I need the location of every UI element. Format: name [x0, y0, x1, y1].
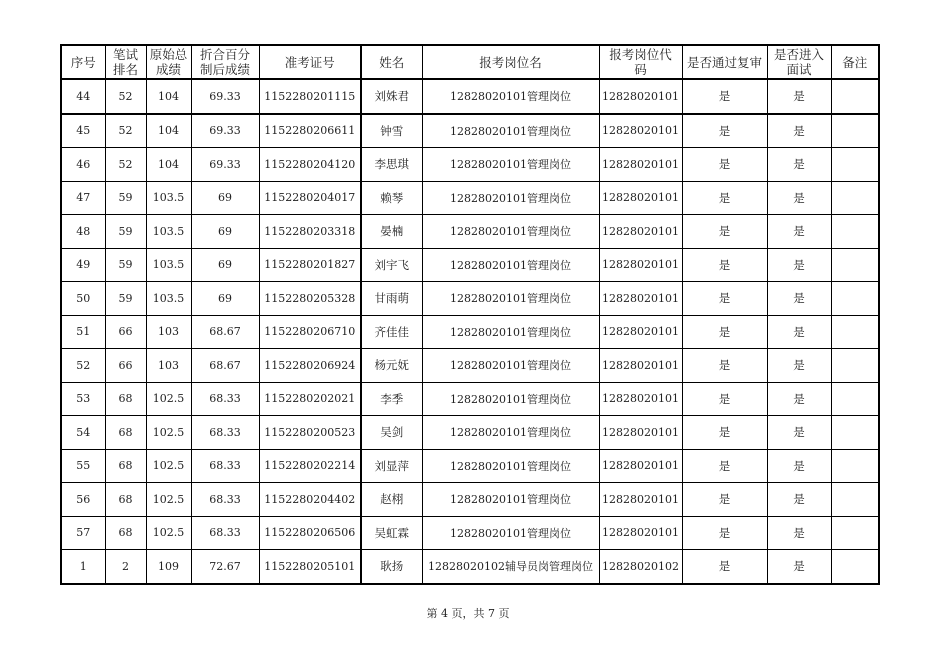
- cell-raw-score: 102.5: [146, 416, 191, 450]
- cell-interview: 是: [767, 516, 831, 550]
- cell-position-name: 12828020101管理岗位: [422, 181, 599, 215]
- cell-converted-score: 72.67: [191, 550, 259, 584]
- cell-converted-score: 69: [191, 215, 259, 249]
- cell-interview: 是: [767, 449, 831, 483]
- cell-exam-rank: 68: [105, 449, 146, 483]
- table-row: [61, 79, 879, 114]
- cell-exam-rank: 52: [105, 148, 146, 182]
- cell-interview: 是: [767, 79, 831, 114]
- cell-name: 杨元妩: [361, 349, 422, 383]
- cell-position-code: 12828020102: [599, 550, 682, 584]
- cell-exam-rank: 52: [105, 79, 146, 114]
- cell-seq: 57: [61, 516, 105, 550]
- cell-name: 齐佳佳: [361, 315, 422, 349]
- cell-review-passed: 是: [682, 449, 767, 483]
- cell-raw-score: 102.5: [146, 382, 191, 416]
- cell-position-name: 12828020101管理岗位: [422, 248, 599, 282]
- cell-review-passed: 是: [682, 215, 767, 249]
- cell-interview: 是: [767, 215, 831, 249]
- cell-ticket-number: 1152280201115: [259, 79, 361, 114]
- cell-seq: 51: [61, 315, 105, 349]
- cell-exam-rank: 68: [105, 516, 146, 550]
- cell-interview: 是: [767, 114, 831, 148]
- cell-interview: 是: [767, 483, 831, 517]
- cell-review-passed: 是: [682, 282, 767, 316]
- cell-ticket-number: 1152280201827: [259, 248, 361, 282]
- cell-interview: 是: [767, 416, 831, 450]
- cell-converted-score: 69.33: [191, 114, 259, 148]
- cell-name: 李思琪: [361, 148, 422, 182]
- cell-raw-score: 102.5: [146, 516, 191, 550]
- cell-seq: 44: [61, 79, 105, 114]
- cell-ticket-number: 1152280206924: [259, 349, 361, 383]
- cell-ticket-number: 1152280206611: [259, 114, 361, 148]
- cell-name: 刘姝君: [361, 79, 422, 114]
- cell-review-passed: 是: [682, 79, 767, 114]
- header-seq: 序号: [61, 45, 105, 79]
- header-interview: 是否进入 面试: [767, 45, 831, 79]
- table-row: [61, 449, 879, 483]
- cell-name: 甘雨萌: [361, 282, 422, 316]
- cell-converted-score: 68.33: [191, 382, 259, 416]
- cell-seq: 55: [61, 449, 105, 483]
- cell-raw-score: 103.5: [146, 248, 191, 282]
- cell-raw-score: 104: [146, 114, 191, 148]
- cell-position-code: 12828020101: [599, 449, 682, 483]
- cell-exam-rank: 59: [105, 215, 146, 249]
- cell-position-name: 12828020101管理岗位: [422, 416, 599, 450]
- cell-remarks: [831, 382, 879, 416]
- cell-position-code: 12828020101: [599, 516, 682, 550]
- cell-position-code: 12828020101: [599, 215, 682, 249]
- cell-ticket-number: 1152280206506: [259, 516, 361, 550]
- cell-position-name: 12828020101管理岗位: [422, 148, 599, 182]
- header-raw-score: 原始总 成绩: [146, 45, 191, 79]
- cell-position-code: 12828020101: [599, 181, 682, 215]
- cell-remarks: [831, 148, 879, 182]
- table-row: [61, 114, 879, 148]
- cell-raw-score: 103.5: [146, 282, 191, 316]
- table-header-row: [61, 45, 879, 79]
- cell-position-name: 12828020101管理岗位: [422, 349, 599, 383]
- cell-exam-rank: 59: [105, 181, 146, 215]
- cell-ticket-number: 1152280202214: [259, 449, 361, 483]
- header-remarks: 备注: [831, 45, 879, 79]
- table-row: [61, 382, 879, 416]
- cell-interview: 是: [767, 248, 831, 282]
- cell-name: 李季: [361, 382, 422, 416]
- cell-ticket-number: 1152280202021: [259, 382, 361, 416]
- table-row: [61, 416, 879, 450]
- header-name: 姓名: [361, 45, 422, 79]
- cell-review-passed: 是: [682, 148, 767, 182]
- page-number: 第 4 页，共 7 页: [426, 607, 510, 620]
- cell-review-passed: 是: [682, 181, 767, 215]
- cell-converted-score: 68.33: [191, 516, 259, 550]
- cell-position-code: 12828020101: [599, 248, 682, 282]
- cell-exam-rank: 68: [105, 483, 146, 517]
- cell-raw-score: 102.5: [146, 449, 191, 483]
- cell-review-passed: 是: [682, 114, 767, 148]
- cell-review-passed: 是: [682, 349, 767, 383]
- candidate-table: [60, 44, 880, 585]
- cell-exam-rank: 52: [105, 114, 146, 148]
- cell-name: 钟雪: [361, 114, 422, 148]
- cell-converted-score: 69: [191, 181, 259, 215]
- cell-remarks: [831, 550, 879, 584]
- cell-raw-score: 103.5: [146, 181, 191, 215]
- cell-interview: 是: [767, 181, 831, 215]
- cell-seq: 56: [61, 483, 105, 517]
- cell-ticket-number: 1152280203318: [259, 215, 361, 249]
- cell-seq: 48: [61, 215, 105, 249]
- cell-review-passed: 是: [682, 416, 767, 450]
- table-row: [61, 349, 879, 383]
- cell-exam-rank: 66: [105, 315, 146, 349]
- cell-interview: 是: [767, 382, 831, 416]
- cell-position-code: 12828020101: [599, 148, 682, 182]
- cell-raw-score: 103: [146, 315, 191, 349]
- table-row: [61, 282, 879, 316]
- cell-converted-score: 69.33: [191, 148, 259, 182]
- header-review-passed: 是否通过复审: [682, 45, 767, 79]
- cell-position-code: 12828020101: [599, 483, 682, 517]
- cell-converted-score: 68.33: [191, 483, 259, 517]
- cell-position-code: 12828020101: [599, 79, 682, 114]
- cell-remarks: [831, 483, 879, 517]
- cell-position-name: 12828020101管理岗位: [422, 215, 599, 249]
- table-row: [61, 215, 879, 249]
- cell-position-name: 12828020101管理岗位: [422, 449, 599, 483]
- cell-remarks: [831, 215, 879, 249]
- cell-name: 吴剑: [361, 416, 422, 450]
- cell-interview: 是: [767, 349, 831, 383]
- cell-name: 吴虹霖: [361, 516, 422, 550]
- cell-name: 耿扬: [361, 550, 422, 584]
- cell-position-code: 12828020101: [599, 282, 682, 316]
- cell-review-passed: 是: [682, 248, 767, 282]
- header-position-code: 报考岗位代 码: [599, 45, 682, 79]
- cell-interview: 是: [767, 148, 831, 182]
- header-position-name: 报考岗位名: [422, 45, 599, 79]
- cell-position-code: 12828020101: [599, 416, 682, 450]
- cell-converted-score: 68.67: [191, 315, 259, 349]
- cell-seq: 45: [61, 114, 105, 148]
- cell-remarks: [831, 516, 879, 550]
- header-converted-score: 折合百分 制后成绩: [191, 45, 259, 79]
- cell-review-passed: 是: [682, 550, 767, 584]
- cell-seq: 53: [61, 382, 105, 416]
- cell-seq: 46: [61, 148, 105, 182]
- cell-ticket-number: 1152280206710: [259, 315, 361, 349]
- cell-exam-rank: 59: [105, 248, 146, 282]
- table-row: [61, 516, 879, 550]
- table-row: [61, 483, 879, 517]
- cell-seq: 1: [61, 550, 105, 584]
- cell-seq: 54: [61, 416, 105, 450]
- cell-position-name: 12828020101管理岗位: [422, 382, 599, 416]
- header-ticket-number: 准考证号: [259, 45, 361, 79]
- cell-remarks: [831, 349, 879, 383]
- cell-exam-rank: 59: [105, 282, 146, 316]
- cell-position-code: 12828020101: [599, 315, 682, 349]
- cell-seq: 49: [61, 248, 105, 282]
- cell-converted-score: 68.33: [191, 449, 259, 483]
- cell-name: 赵栩: [361, 483, 422, 517]
- cell-name: 刘宇飞: [361, 248, 422, 282]
- cell-review-passed: 是: [682, 516, 767, 550]
- cell-raw-score: 109: [146, 550, 191, 584]
- header-exam-rank: 笔试 排名: [105, 45, 146, 79]
- cell-position-code: 12828020101: [599, 382, 682, 416]
- cell-seq: 52: [61, 349, 105, 383]
- cell-remarks: [831, 248, 879, 282]
- cell-review-passed: 是: [682, 382, 767, 416]
- table-row: [61, 148, 879, 182]
- cell-remarks: [831, 181, 879, 215]
- cell-position-name: 12828020101管理岗位: [422, 483, 599, 517]
- cell-seq: 47: [61, 181, 105, 215]
- cell-converted-score: 69: [191, 248, 259, 282]
- cell-name: 晏楠: [361, 215, 422, 249]
- cell-position-code: 12828020101: [599, 349, 682, 383]
- cell-position-name: 12828020101管理岗位: [422, 282, 599, 316]
- cell-review-passed: 是: [682, 483, 767, 517]
- cell-ticket-number: 1152280204120: [259, 148, 361, 182]
- table-row: [61, 181, 879, 215]
- cell-raw-score: 102.5: [146, 483, 191, 517]
- cell-ticket-number: 1152280200523: [259, 416, 361, 450]
- cell-position-name: 12828020102辅导员岗管理岗位: [422, 550, 599, 584]
- cell-raw-score: 104: [146, 148, 191, 182]
- cell-converted-score: 68.33: [191, 416, 259, 450]
- table-row: [61, 248, 879, 282]
- cell-raw-score: 103: [146, 349, 191, 383]
- cell-ticket-number: 1152280205328: [259, 282, 361, 316]
- cell-exam-rank: 68: [105, 382, 146, 416]
- cell-remarks: [831, 449, 879, 483]
- cell-position-name: 12828020101管理岗位: [422, 516, 599, 550]
- cell-review-passed: 是: [682, 315, 767, 349]
- cell-remarks: [831, 114, 879, 148]
- cell-position-name: 12828020101管理岗位: [422, 114, 599, 148]
- table-row: [61, 315, 879, 349]
- cell-interview: 是: [767, 550, 831, 584]
- cell-converted-score: 69.33: [191, 79, 259, 114]
- cell-converted-score: 69: [191, 282, 259, 316]
- cell-remarks: [831, 79, 879, 114]
- cell-exam-rank: 2: [105, 550, 146, 584]
- cell-remarks: [831, 315, 879, 349]
- cell-ticket-number: 1152280205101: [259, 550, 361, 584]
- table-row: [61, 550, 879, 584]
- cell-ticket-number: 1152280204402: [259, 483, 361, 517]
- cell-remarks: [831, 416, 879, 450]
- cell-raw-score: 104: [146, 79, 191, 114]
- cell-remarks: [831, 282, 879, 316]
- cell-interview: 是: [767, 282, 831, 316]
- cell-position-name: 12828020101管理岗位: [422, 315, 599, 349]
- cell-name: 刘显萍: [361, 449, 422, 483]
- cell-raw-score: 103.5: [146, 215, 191, 249]
- cell-name: 赖琴: [361, 181, 422, 215]
- cell-seq: 50: [61, 282, 105, 316]
- cell-position-code: 12828020101: [599, 114, 682, 148]
- cell-position-name: 12828020101管理岗位: [422, 79, 599, 114]
- cell-converted-score: 68.67: [191, 349, 259, 383]
- cell-exam-rank: 66: [105, 349, 146, 383]
- cell-interview: 是: [767, 315, 831, 349]
- cell-ticket-number: 1152280204017: [259, 181, 361, 215]
- cell-exam-rank: 68: [105, 416, 146, 450]
